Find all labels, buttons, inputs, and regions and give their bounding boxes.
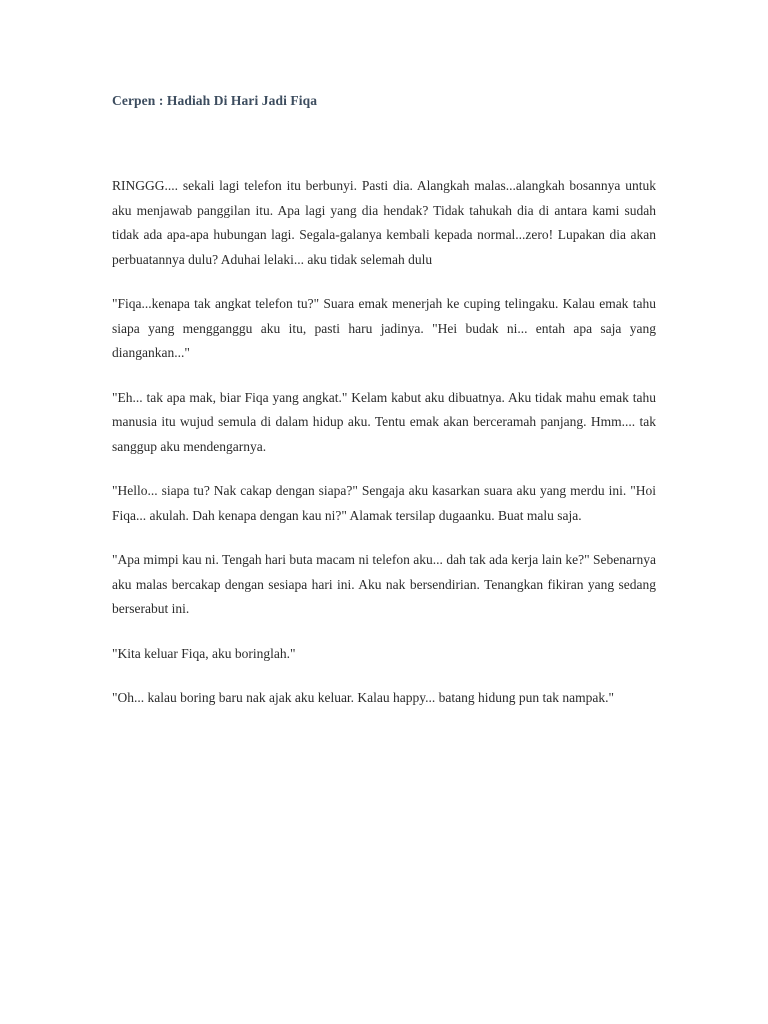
document-body [112, 174, 656, 711]
paragraph-6: "Kita keluar Fiqa, aku boringlah." [112, 645, 296, 661]
paragraph-7: "Oh... kalau boring baru nak ajak aku keluar. Kalau happy... batang hidung pun tak nampak." [112, 690, 615, 705]
paragraph-2: "Fiqa...kenapa tak angkat telefon tu?" Suara emak menerjah ke cuping telingaku. Kalau emak tahu siapa yang mengganggu aku itu, pasti haru jadinya. "Hei budak ni... entah apa saja yang diangankan..." [112, 296, 656, 360]
paragraph-5: "Apa mimpi kau ni. Tengah hari buta macam ni telefon aku... dah tak ada kerja lain ke?" Sebenarnya aku malas bercakap dengan sesiapa hari ini. Aku nak bersendirian. Tenangkan fikiran yang sedang berserabut ini. [112, 552, 656, 616]
paragraph-3: "Eh... tak apa mak, biar Fiqa yang angkat." Kelam kabut aku dibuatnya. Aku tidak mahu emak tahu manusia itu wujud semula di dalam hidup aku. Tentu emak akan berceramah panjang. Hmm.... tak sanggup aku mendengarnya. [112, 389, 656, 454]
paragraph-1: RINGGG.... sekali lagi telefon itu berbunyi. Pasti dia. Alangkah malas...alangkah bosannya untuk aku menjawab panggilan itu. Apa lagi yang dia hendak? Tidak tahukah dia di antara kami sudah tidak ada apa-apa hubungan lagi. Segala-galanya kembali kepada normal...zero! Lupakan dia akan perbuatannya dulu? Aduhai lelaki... aku tidak selemah dulu [112, 178, 656, 267]
paragraph-4: "Hello... siapa tu? Nak cakap dengan siapa?" Sengaja aku kasarkan suara aku yang merdu ini. "Hoi Fiqa... akulah. Dah kenapa dengan kau ni?" Alamak tersilap dugaanku. Buat malu saja. [112, 483, 656, 523]
document-title: Cerpen : Hadiah Di Hari Jadi Fiqa [112, 93, 318, 108]
